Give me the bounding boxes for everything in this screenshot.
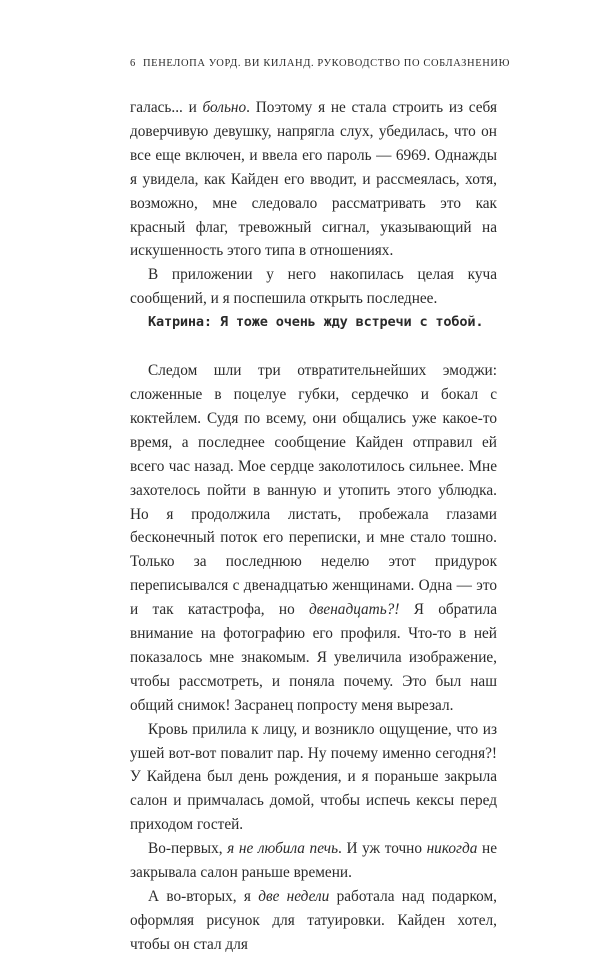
paragraph-5: Во-первых, я не любила печь. И уж точно никогда не закрывала салон раньше времени. [130, 840, 497, 882]
paragraph-6: А во-вторых, я две недели работала над подарком, оформляя рисунок для татуировки. Кайден хотел, чтобы он стал для [130, 888, 497, 953]
page-number: 6 [130, 58, 136, 69]
message-line: Катрина: Я тоже очень жду встречи с тобой. [148, 314, 484, 331]
paragraph-1: галась... и больно. Поэтому я не стала строить из себя доверчивую девушку, напрягла слух, убедилась, что он все еще включен, и ввела его пароль — 6969. Однажды я увидела, как Кайден его вводит, и рассмеялась, хотя, возможно, мне следовало рассматривать это как красный флаг, тревожный сигнал, указывающий на искушенность этого типа в отношениях. [130, 99, 497, 260]
paragraph-4: Кровь прилила к лицу, и возникло ощущение, что из ушей вот-вот повалит пар. Ну почему именно сегодня?! У Кайдена был день рождения, и я пораньше закрыла салон и примчалась домой, чтобы испечь кексы перед приходом гостей. [130, 720, 497, 834]
paragraph-3: Следом шли три отвратительнейших эмоджи: сложенные в поцелуе губки, сердечко и бокал с коктейлем. Судя по всему, они общались уже какое-то время, а последнее сообщение Кайден отправил ей всего час назад. Мое сердце заколотилось сильнее. Мне захотелось пойти в ванную и утопить этого ублюдка. Но я продолжила листать, пробежала глазами бесконечный поток его переписки, и мне стало тошно. Только за последнюю неделю этот придурок переписывался с двенадцатью женщинами. Одна — это и так катастрофа, но двенадцать?! Я обратила внимание на фотографию его профиля. Что-то в ней показалось мне знакомым. Я увеличила изображение, чтобы рассмотреть, и поняла почему. Это был наш общий снимок! Засранец попросту меня вырезал. [130, 362, 497, 714]
paragraph-2: В приложении у него накопилась целая куча сообщений, и я поспешила открыть последнее. [130, 266, 497, 308]
body-text [130, 96, 497, 957]
running-title: ПЕНЕЛОПА УОРД. ВИ КИЛАНД. РУКОВОДСТВО ПО СОБЛАЗНЕНИЮ [143, 58, 510, 69]
page-header [130, 58, 510, 72]
